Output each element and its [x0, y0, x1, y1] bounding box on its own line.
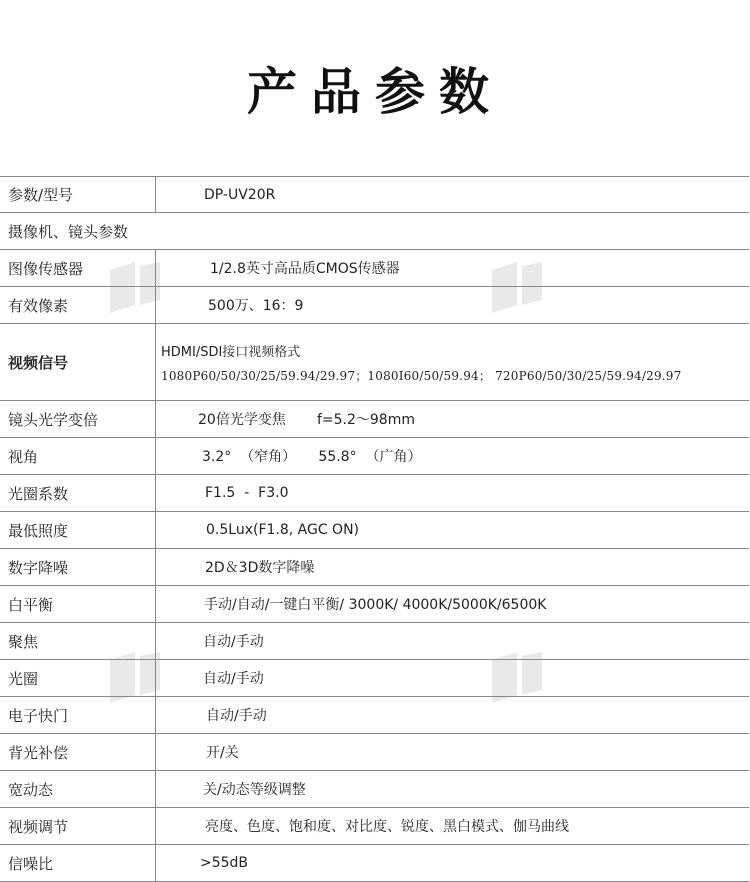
table-row: [0, 213, 749, 250]
row-value-line: 1080P60/50/30/25/59.94/29.97；1080I60/50/59.94； 720P60/50/30/25/59.94/29.97: [161, 368, 682, 383]
row-value: 亮度、色度、饱和度、对比度、锐度、黑白模式、伽马曲线: [205, 819, 569, 835]
row-label: 最低照度: [0, 512, 156, 548]
table-row: [0, 623, 749, 660]
row-value: 自动/手动: [206, 708, 267, 724]
row-value: [208, 213, 749, 249]
table-row: [0, 287, 749, 324]
table-row: [0, 845, 749, 882]
table-row: [0, 475, 749, 512]
table-row: [0, 438, 749, 475]
row-value: DP-UV20R: [204, 186, 276, 203]
table-row: [0, 250, 749, 287]
row-value: 20倍光学变焦 f=5.2～98mm: [198, 412, 415, 428]
row-label: 有效像素: [0, 287, 156, 323]
row-value: 0.5Lux(F1.8, AGC ON): [206, 522, 360, 538]
page-title: 产品参数: [247, 63, 503, 121]
row-value: 关/动态等级调整: [203, 782, 306, 798]
row-value: F1.5 - F3.0: [205, 485, 289, 501]
row-label: 背光补偿: [0, 734, 156, 770]
row-value: 手动/自动/一键白平衡/ 3000K/ 4000K/5000K/6500K: [204, 597, 547, 613]
row-label: 信噪比: [0, 845, 156, 881]
table-row: [0, 808, 749, 845]
row-label: 宽动态: [0, 771, 156, 807]
row-value: [156, 324, 749, 400]
table-row: [0, 549, 749, 586]
row-value: 3.2° （窄角） 55.8° （广角）: [202, 449, 422, 465]
row-label: 视频调节: [0, 808, 156, 844]
row-value: 2D＆3D数字降噪: [205, 560, 315, 576]
row-value: 自动/手动: [203, 671, 264, 687]
row-label: 白平衡: [0, 586, 156, 622]
table-row: [0, 586, 749, 623]
spec-table: [0, 176, 749, 882]
row-label: 图像传感器: [0, 250, 156, 286]
table-row: [0, 660, 749, 697]
row-value: >55dB: [200, 855, 249, 871]
row-label: 视频信号: [0, 324, 156, 400]
table-row: [0, 177, 749, 213]
row-label: 数字降噪: [0, 549, 156, 585]
table-row: [0, 401, 749, 438]
row-value-line: HDMI/SDI接口视频格式: [161, 344, 301, 360]
row-value: 自动/手动: [203, 634, 264, 650]
row-value: 500万、16：9: [208, 298, 304, 314]
table-row: [0, 697, 749, 734]
table-row: [0, 324, 749, 401]
table-row: [0, 734, 749, 771]
table-row: [0, 512, 749, 549]
row-label: 光圈: [0, 660, 156, 696]
row-label: 镜头光学变倍: [0, 401, 156, 437]
row-label: 电子快门: [0, 697, 156, 733]
row-label: 光圈系数: [0, 475, 156, 511]
row-value: 开/关: [206, 745, 239, 761]
row-label: 参数/型号: [0, 177, 156, 212]
row-label: 视角: [0, 438, 156, 474]
section-heading: 摄像机、镜头参数: [8, 222, 129, 241]
row-value: 1/2.8英寸高品质CMOS传感器: [210, 261, 400, 277]
table-row: [0, 771, 749, 808]
row-label: 聚焦: [0, 623, 156, 659]
